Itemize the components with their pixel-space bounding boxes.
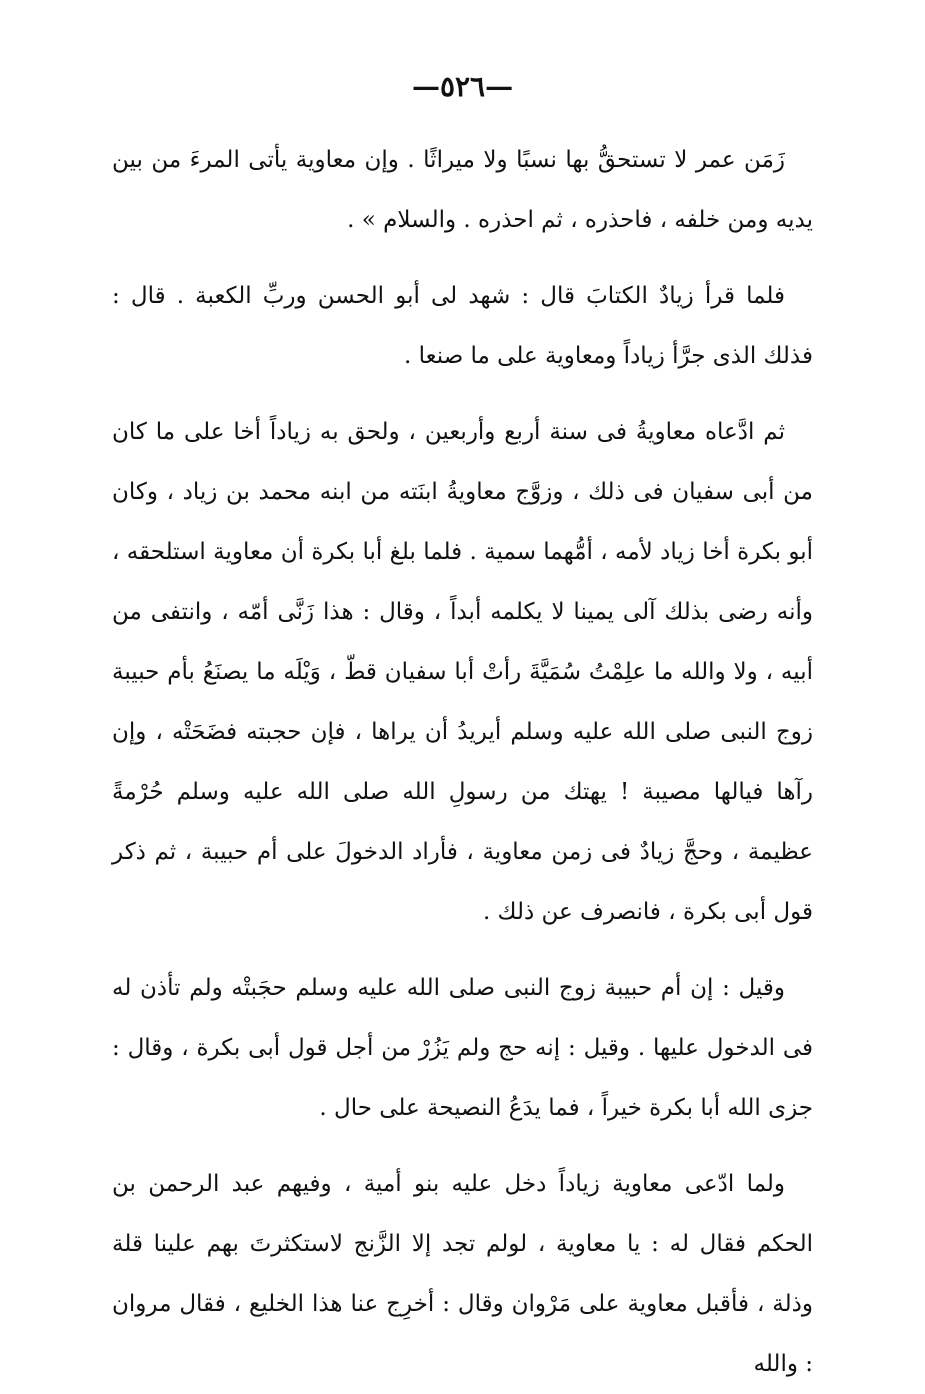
- page-body: [112, 130, 813, 1394]
- paragraph: زَمَن عمر لا تستحقُّ بها نسبًا ولا ميراثًا . وإن معاوية يأتى المرءَ من بين يديه ومن خلفه ، فاحذره ، ثم احذره . والسلام » .: [112, 147, 813, 233]
- paragraph: فلما قرأ زيادٌ الكتابَ قال : شهد لى أبو الحسن وربِّ الكعبة . قال : فذلك الذى جرَّأ زياداً ومعاوية على ما صنعا .: [112, 283, 813, 369]
- paragraph: ثم ادَّعاه معاويةُ فى سنة أربع وأربعين ، ولحق به زياداً أخا على ما كان من أبى سفيان فى ذلك ، وزوَّج معاويةُ ابنَته من ابنه محمد بن زياد ، وكان أبو بكرة أخا زياد لأمه ، أمُّهما سمية . فلما بلغ أبا بكرة أن معاوية استلحقه ، وأنه رضى بذلك آلى يمينا لا يكلمه أبداً ، وقال : هذا زَنَّى أمّه ، وانتفى من أبيه ، ولا والله ما علِمْتُ سُمَيَّةَ رأتْ أبا سفيان قطّ ، وَيْلَه ما يصنَعُ بأم حبيبة زوج النبى صلى الله عليه وسلم أيريدُ أن يراها ، فإن حجبته فضَحَتْه ، وإن رآها فيالها مصيبة ! يهتك من رسولِ الله صلى الله عليه وسلم حُرْمةً عظيمة ، وحجَّ زيادٌ فى زمن معاوية ، فأراد الدخولَ على أم حبيبة ، ثم ذكر قول أبى بكرة ، فانصرف عن ذلك .: [112, 419, 813, 925]
- paragraph: ولما ادّعى معاوية زياداً دخل عليه بنو أمية ، وفيهم عبد الرحمن بن الحكم فقال له : يا معاوية ، لولم تجد إلا الزَّنج لاستكثرتَ بهم علينا قلة وذلة ، فأقبل معاوية على مَرْوان وقال : أخرِج عنا هذا الخليع ، فقال مروان : والله: [112, 1171, 813, 1377]
- page-number: —٥٢٦—: [411, 70, 514, 103]
- paragraph: وقيل : إن أم حبيبة زوج النبى صلى الله عليه وسلم حجَبتْه ولم تأذن له فى الدخول عليها . وقيل : إنه حج ولم يَزُرْ من أجل قول أبى بكرة ، وقال : جزى الله أبا بكرة خيراً ، فما يدَعُ النصيحة على حال .: [112, 975, 813, 1121]
